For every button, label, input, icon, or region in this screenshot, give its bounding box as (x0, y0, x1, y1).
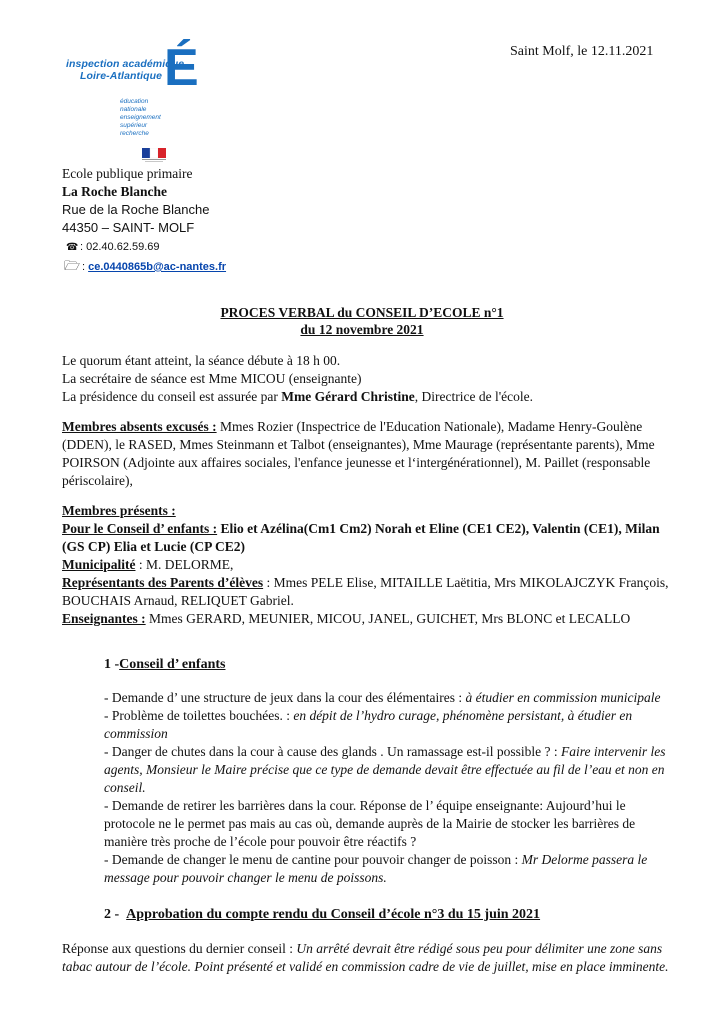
section-1-heading (104, 656, 674, 674)
logo-e-letter: É (164, 39, 199, 97)
intro (62, 352, 674, 406)
logo-sub-2: enseignement (120, 114, 161, 121)
list-item: - Problème de toilettes bouchées. : en dépit de l’hydro curage, phénomène persistant, à étudier en commission (104, 708, 633, 741)
school-city: 44350 – SAINT- MOLF (62, 220, 195, 235)
logo-line-2: Loire-Atlantique (80, 70, 163, 82)
absent-members (62, 418, 674, 490)
logo-sub-4: recherche (120, 130, 149, 137)
section-1-number: 1 - (104, 657, 120, 672)
present-members (62, 502, 674, 628)
french-republic-flag-icon (142, 148, 166, 162)
list-item: - Demande de changer le menu de cantine pour pouvoir changer de poisson : Mr Delorme passera le message pour pouvoir changer le menu de poissons. (104, 852, 648, 885)
email-link[interactable]: ce.0440865b@ac-nantes.fr (88, 261, 227, 273)
email-line (64, 257, 226, 279)
section-2-text: Réponse aux questions du dernier conseil : Un arrêté devrait être rédigé sous peu pour délimiter une zone sans tabac autour de l’école. Point présenté et validé en commission cadre de vie de juillet, mise en place imminente. (62, 941, 669, 974)
section-2-heading (104, 906, 674, 924)
document-subtitle: du 12 novembre 2021 (300, 322, 424, 337)
intro-presidency: La présidence du conseil est assurée par Mme Gérard Christine, Directrice de l'école. (62, 389, 534, 404)
logo-sub-1: nationale (120, 106, 147, 113)
intro-quorum: Le quorum étant atteint, la séance débute à 18 h 00. (62, 353, 341, 368)
section-2-title: Approbation du compte rendu du Conseil d’école n°3 du 15 juin 2021 (126, 907, 541, 922)
academy-logo (62, 40, 212, 165)
logo-sub-0: éducation (120, 98, 149, 105)
school-name: La Roche Blanche (62, 184, 168, 199)
present-members-label: Membres présents : (62, 503, 176, 518)
phone-number: : 02.40.62.59.69 (80, 241, 160, 253)
teachers-label: Enseignantes : (62, 611, 146, 626)
absent-members-label: Membres absents excusés : (62, 419, 217, 434)
parents-text: : Mmes PELE Elise, MITAILLE Laëtitia, Mrs MIKOLAJCZYK François, BOUCHAIS Arnaud, RELIQUET Gabriel. (62, 575, 669, 608)
teachers-text: Mmes GERARD, MEUNIER, MICOU, JANEL, GUICHET, Mrs BLONC et LECALLO (145, 611, 631, 626)
absent-members-text: Mmes Rozier (Inspectrice de l'Education Nationale), Madame Henry-Goulène (DDEN), le RASED, Mmes Steinmann et Talbot (enseignantes), Mme Maurage (représentante parents), Mme POIRSON (Adjointe aux affaires sociales, l'enfance jeunesse et l‘intergénérationnel), M. Paillet (responsable périscolaire), (62, 419, 655, 488)
school-street: Rue de la Roche Blanche (62, 202, 210, 217)
folder-icon: 🗁 (64, 258, 81, 273)
logo-sub-3: supérieur (120, 122, 148, 129)
section-2-number: 2 - (104, 907, 120, 922)
document-title: PROCES VERBAL du CONSEIL D’ECOLE n°1 (220, 305, 504, 320)
section-1-title: Conseil d’ enfants (119, 657, 226, 672)
school-type: Ecole publique primaire (62, 166, 193, 181)
intro-secretary: La secrétaire de séance est Mme MICOU (enseignante) (62, 371, 362, 386)
document-date: Saint Molf, le 12.11.2021 (510, 44, 654, 59)
children-council-text: Elio et Azélina(Cm1 Cm2) Norah et Eline (CE1 CE2), Valentin (CE1), Milan (GS CP) Elia et Lucie (CP CE2) (62, 521, 660, 554)
parents-label: Représentants des Parents d’élèves (62, 575, 264, 590)
phone-line (66, 241, 160, 253)
list-item: - Danger de chutes dans la cour à cause des glands . Un ramassage est-il possible ? : Faire intervenir les agents, Monsieur le Maire précise que ce type de demande devait être effectuée au fil de l’eau et non en conseil. (104, 744, 666, 795)
children-council-label: Pour le Conseil d’ enfants : (62, 521, 218, 536)
president-name: Mme Gérard Christine (281, 389, 415, 404)
section-1-items (104, 689, 674, 887)
email-prefix: : (82, 261, 89, 273)
logo-line-1: inspection académique (66, 58, 185, 70)
list-item: - Demande de retirer les barrières dans la cour. Réponse de l’ équipe enseignante: Aujourd’hui le protocole ne le permet pas mais au cas où, demande auprès de la Mairie de stocker les barrières de manière très proche de l’école pour pouvoir être réactifs ? (104, 798, 636, 849)
municipality-text: : M. DELORME, (135, 557, 234, 572)
municipality-label: Municipalité (62, 557, 136, 572)
list-item: - Demande d’ une structure de jeux dans la cour des élémentaires : à étudier en commission municipale (104, 690, 661, 705)
phone-icon: ☎ (66, 242, 79, 253)
